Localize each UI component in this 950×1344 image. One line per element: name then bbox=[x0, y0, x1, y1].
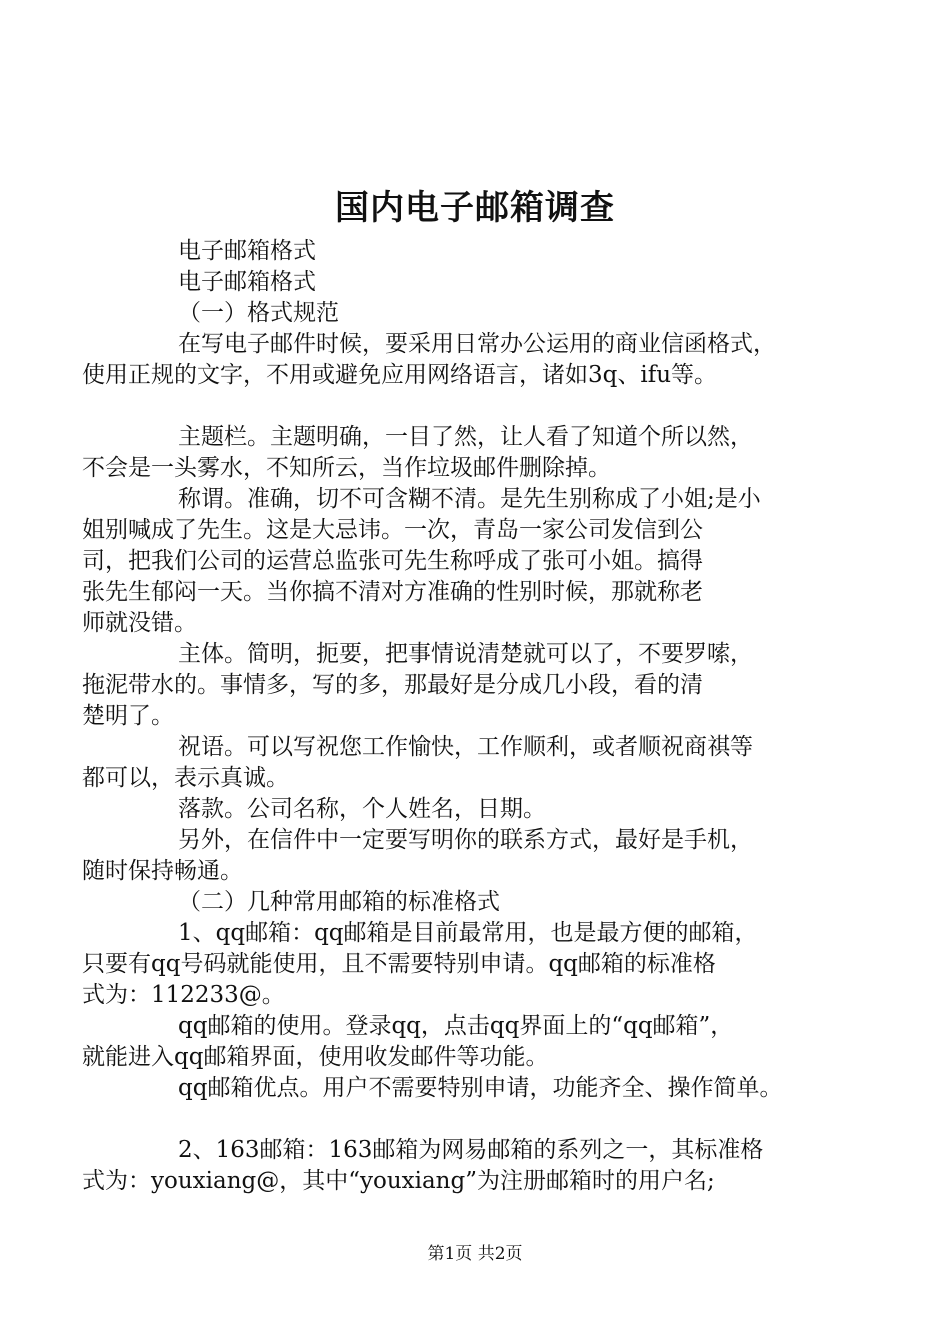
paragraph-line: 只要有qq号码就能使用，且不需要特别申请。qq邮箱的标准格 bbox=[82, 951, 716, 977]
paragraph-line: 1、qq邮箱：qq邮箱是目前最常用，也是最方便的邮箱， bbox=[178, 920, 758, 946]
paragraph-line: 姐别喊成了先生。这是大忌讳。一次，青岛一家公司发信到公 bbox=[82, 517, 703, 543]
paragraph bbox=[82, 422, 850, 484]
paragraph bbox=[82, 918, 850, 1011]
paragraph bbox=[130, 236, 850, 267]
paragraph bbox=[130, 267, 850, 298]
paragraph-line: 称谓。准确，切不可含糊不清。是先生别称成了小姐;是小 bbox=[178, 486, 761, 512]
paragraph-line: 2、163邮箱：163邮箱为网易邮箱的系列之一，其标准格 bbox=[178, 1137, 764, 1163]
paragraph-line: 都可以，表示真诚。 bbox=[82, 765, 289, 791]
paragraph-line: 司，把我们公司的运营总监张可先生称呼成了张可小姐。搞得 bbox=[82, 548, 703, 574]
document-title: 国内电子邮箱调查 bbox=[335, 188, 615, 228]
paragraph-line: 电子邮箱格式 bbox=[178, 238, 316, 264]
paragraph-line: 式为：112233@。 bbox=[82, 982, 285, 1008]
paragraph bbox=[82, 732, 850, 794]
paragraph bbox=[82, 484, 850, 639]
paragraph-line: 楚明了。 bbox=[82, 703, 174, 729]
paragraph-line: qq邮箱的使用。登录qq，点击qq界面上的“qq邮箱”， bbox=[178, 1013, 734, 1039]
page-footer: 第1页 共2页 bbox=[427, 1244, 523, 1264]
paragraph-line: 随时保持畅通。 bbox=[82, 858, 243, 884]
paragraph bbox=[130, 794, 850, 825]
paragraph-line: 拖泥带水的。事情多，写的多，那最好是分成几小段，看的清 bbox=[82, 672, 703, 698]
paragraph-line: 就能进入qq邮箱界面，使用收发邮件等功能。 bbox=[82, 1044, 549, 1070]
paragraph-line: 张先生郁闷一天。当你搞不清对方准确的性别时候，那就称老 bbox=[82, 579, 703, 605]
paragraph-line: 祝语。可以写祝您工作愉快，工作顺利，或者顺祝商祺等 bbox=[178, 734, 753, 760]
paragraph-line: 在写电子邮件时候，要采用日常办公运用的商业信函格式， bbox=[178, 331, 776, 357]
paragraph bbox=[82, 1011, 850, 1073]
paragraph-line: 式为：youxiang@，其中“youxiang”为注册邮箱时的用户名; bbox=[82, 1168, 715, 1194]
paragraph-line: （二）几种常用邮箱的标准格式 bbox=[178, 889, 500, 915]
paragraph bbox=[130, 298, 850, 329]
document-body bbox=[82, 236, 850, 1197]
paragraph bbox=[82, 1135, 850, 1197]
paragraph-line: 主体。简明，扼要，把事情说清楚就可以了，不要罗嗦， bbox=[178, 641, 753, 667]
paragraph bbox=[130, 887, 850, 918]
paragraph-line: （一）格式规范 bbox=[178, 300, 339, 326]
paragraph-line: 使用正规的文字，不用或避免应用网络语言，诸如3q、ifu等。 bbox=[82, 362, 718, 388]
paragraph bbox=[130, 1073, 850, 1104]
paragraph bbox=[82, 329, 850, 391]
paragraph bbox=[82, 825, 850, 887]
paragraph-line: 另外，在信件中一定要写明你的联系方式，最好是手机， bbox=[178, 827, 753, 853]
paragraph-line: 落款。公司名称，个人姓名，日期。 bbox=[178, 796, 546, 822]
paragraph-line: 主题栏。主题明确，一目了然，让人看了知道个所以然， bbox=[178, 424, 753, 450]
paragraph-line: 电子邮箱格式 bbox=[178, 269, 316, 295]
paragraph-line: 师就没错。 bbox=[82, 610, 197, 636]
paragraph bbox=[82, 639, 850, 732]
paragraph-line: qq邮箱优点。用户不需要特别申请，功能齐全、操作简单。 bbox=[178, 1075, 783, 1101]
paragraph-line: 不会是一头雾水，不知所云，当作垃圾邮件删除掉。 bbox=[82, 455, 611, 481]
